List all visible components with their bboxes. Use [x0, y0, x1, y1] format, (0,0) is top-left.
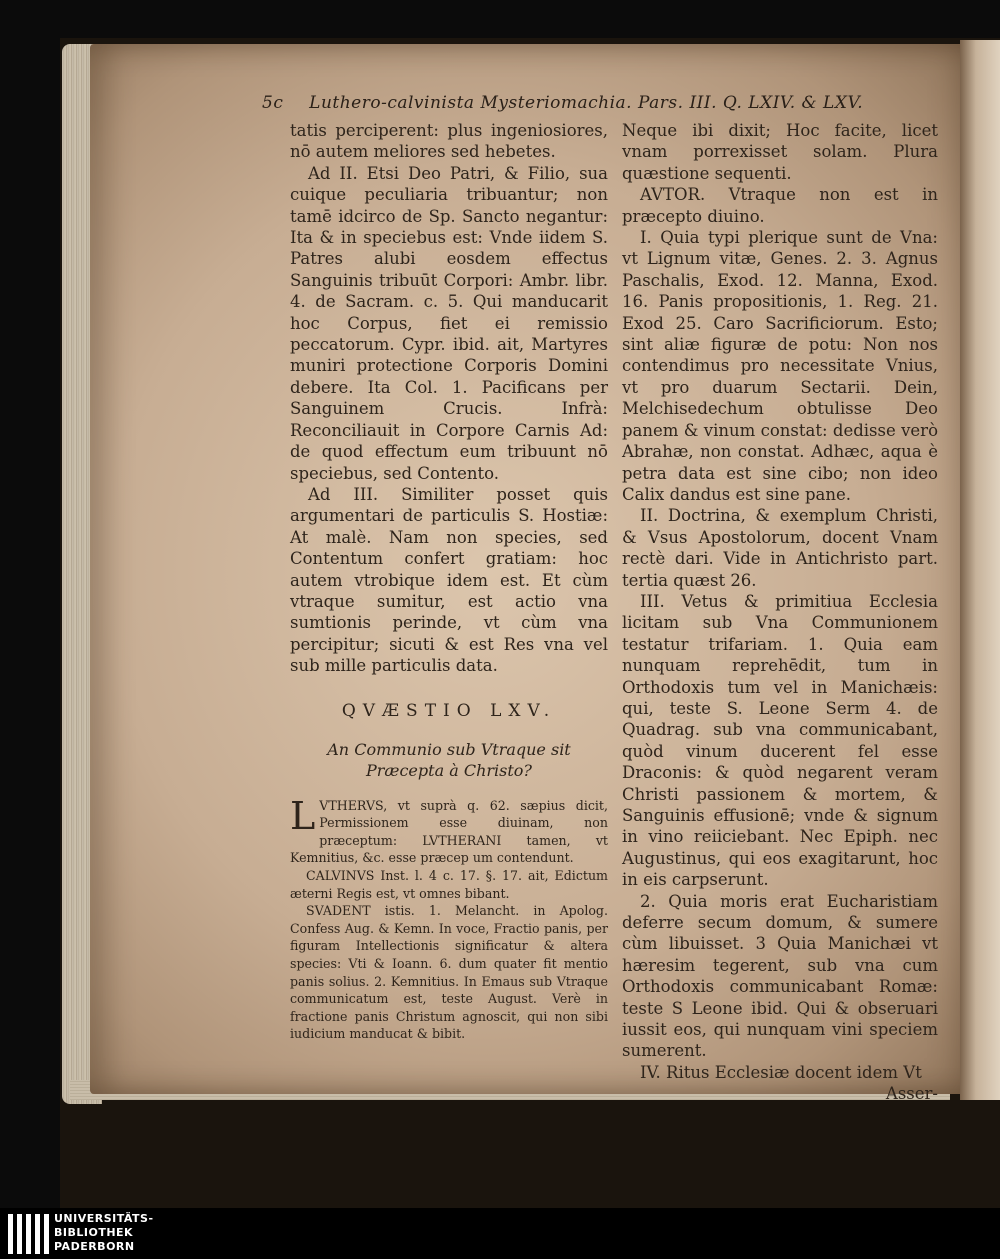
paragraph: 2. Quia moris erat Eucharistiam deferre secum domum, & sumere cùm libuisset. 3 Quia Manichæi vt hæresim tegerent, sub vna cum Orthodoxis communicabant Romæ: teste S Leone ibid. Qui & obseruari iussit eos, qui nunquam vini speciem sumerent. — [622, 891, 938, 1061]
drop-cap: L — [290, 793, 316, 838]
paragraph: AVTOR. Vtraque non est in præcepto diuino. — [622, 185, 938, 226]
running-title: Luthero-calvinista Mysteriomachia. Pars. III. Q. LXIV. & LXV. — [309, 93, 864, 113]
paragraph: IV. Ritus Ecclesiæ docent idem Vt — [640, 1062, 922, 1082]
paragraph: I. Quia typi plerique sunt de Vna: vt Lignum vitæ, Genes. 2. 3. Agnus Paschalis, Exod. 12. Manna, Exod. 16. Panis propositionis, 1. Reg. 21. Exod 25. Caro Sacrificiorum. Esto; sint aliæ figuræ de potu: Non nos contendimus pro necessitate Vnius, vt pro duarum Sectarii. Dein, Melchisedechum obtulisse Deo panem & vinum constat: dedisse verò Abrahæ, non constat. Adhæc, aqua è petra data est sine cibo; non ideo Calix dandus est sine pane. — [622, 228, 938, 504]
library-logo-icon — [8, 1214, 52, 1254]
paragraph: tatis perciperent: plus ingeniosiores, nō autem meliores sed hebetes. — [290, 121, 608, 162]
book-gutter — [960, 40, 1000, 1100]
paragraph: III. Vetus & primitiua Ecclesia licitam sub Vna Communionem testatur trifariam. 1. Quia eam nunquam reprehēdit, tum in Orthodoxis tum vel in Manichæis: qui, teste S. Leone Serm 4. de Quadrag. sub vna communicabant, quòd vinum ducerent fel esse Draconis: & quòd negarent veram Christi passionem & mortem, & Sanguinis effusionē; vnde & signum in vino reiiciebant. Nec Epiph. nec Augustinus, qui eos exagitarunt, hoc in eis carpserunt. — [622, 591, 938, 890]
library-footer — [0, 1208, 1000, 1259]
right-column — [622, 120, 938, 1105]
library-name: UNIVERSITÄTS- BIBLIOTHEK PADERBORN — [54, 1212, 154, 1253]
paragraph: Neque ibi dixit; Hoc facite, licet vnam porrexisset solam. Plura quæstione sequenti. — [622, 121, 938, 183]
paragraph: II. Doctrina, & exemplum Christi, & Vsus Apostolorum, docent Vnam rectè dari. Vide in Antichristo part. tertia quæst 26. — [622, 506, 938, 590]
running-header — [262, 93, 882, 113]
note-paragraph: SVADENT istis. 1. Melancht. in Apolog. Confess Aug. & Kemn. In voce, Fractio panis, per figuram Intellectionis significatur & altera species: Vti & Ioann. 6. dum quater fit mentio panis solius. 2. Kemnitius. In Emaus sub Vtraque communicatum est, teste August. Verè in fractione panis Christum agnoscit, qui non sibi iudicium manducat & bibit. — [290, 903, 608, 1042]
catchword: Asser- — [885, 1084, 938, 1104]
note-text: VTHERVS, vt suprà q. 62. sæpius dicit, Permissionem esse diuinam, non præceptum: LVTHERANI tamen, vt Kemnitius, &c. esse præcep um contendunt. — [290, 797, 608, 866]
note-paragraph: CALVINVS Inst. l. 4 c. 17. §. 17. ait, Edictum æterni Regis est, vt omnes bibant. — [290, 867, 608, 901]
paragraph: Ad III. Similiter posset quis argumentari de particulis S. Hostiæ: At malè. Nam non species, sed Contentum confert gratiam: hoc autem vtrobique idem est. Et cùm vtraque sumitur, est actio vna sumtionis perinde, vt cùm vna percipitur; sicuti & est Res vna vel sub mille particulis data. — [290, 484, 608, 676]
note-paragraph — [290, 793, 608, 867]
paragraph: Ad II. Etsi Deo Patri, & Filio, sua cuique peculiaria tribuantur; non tamē idcirco de Sp. Sancto negantur: Ita & in speciebus est: Vnde iidem S. Patres alubi eosdem effectus Sanguinis tribuūt Corpori: Ambr. libr. 4. de Sacram. c. 5. Qui manducarit hoc Corpus, fiet ei remissio peccatorum. Cypr. ibid. ait, Martyres muniri protectione Corporis Domini debere. Ita Col. 1. Pacificans per Sanguinem Crucis. Infrà: Reconciliauit in Corpore Carnis Ad: de quod effectum eum tribuunt nō speciebus, sed Contento. — [290, 163, 608, 483]
question-title: QVÆSTIO LXV. — [341, 700, 557, 721]
page-number: 5c — [262, 93, 284, 113]
left-column — [290, 120, 608, 1043]
question-subtitle: An Communio sub Vtraque sit Præcepta à Christo? — [327, 739, 571, 780]
